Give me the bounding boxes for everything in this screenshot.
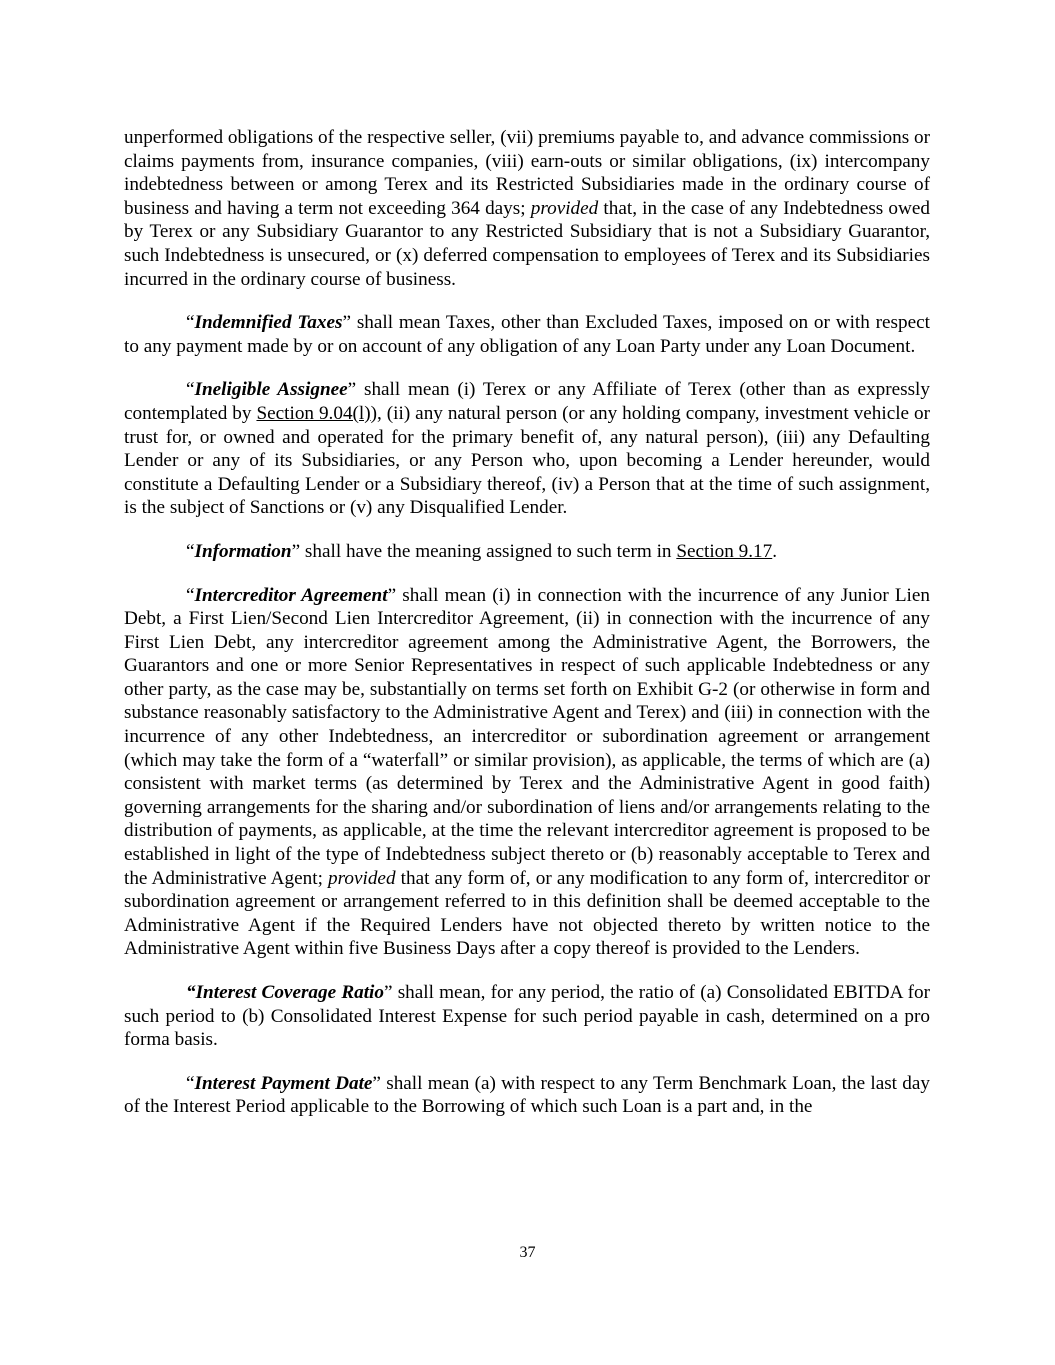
definition-body: shall mean, for any period, the ratio of (a) Consolidated EBITDA for such period to (b) Consolidated Interest Expense for such period payable in cash, determined on a pro forma basis. (124, 982, 930, 1051)
definition-body: shall mean (i) in connection with the incurrence of any Junior Lien Debt, a First Lien/Second Lien Intercreditor Agreement, (ii) in connection with the incurrence of any First Lien Debt, any intercreditor agreement among the Administrative Agent, the Borrowers, the Guarantors and one or more Senior Representatives in respect of such applicable Indebtedness or any other party, as the case may be, substantially on terms set forth on Exhibit G-2 (or otherwise in form and substance reasonably satisfactory to the Administrative Agent and Terex) and (iii) in connection with the incurrence of any other Indebtedness, an intercreditor or subordination agreement or arrangement (which may take the form of a “waterfall” or similar provision), as applicable, the terms of which are (a) consistent with market terms (as determined by Terex and the Administrative Agent in good faith) governing arrangements for the sharing and/or subordination of liens and/or arrangements relating to the distribution of payments, as applicable, at the time the relevant intercreditor agreement is proposed to be established in light of the type of Indebtedness subject thereto or (b) reasonably acceptable to Terex and the Administrative Agent; (124, 584, 930, 889)
provided-term: provided (328, 867, 396, 889)
close-quote: ” (387, 584, 397, 606)
definition-interest-payment-date (124, 1072, 930, 1119)
open-quote: “ (186, 584, 195, 606)
provided-term: provided (530, 197, 599, 219)
open-quote: “ (186, 312, 195, 334)
defined-term: Intercreditor Agreement (194, 584, 388, 606)
open-quote: “ (186, 982, 196, 1003)
definition-ineligible-assignee (124, 378, 930, 520)
definition-body: shall mean Taxes, other than Excluded Taxes, imposed on or with respect to any payment made by or on account of any obligation of any Loan Party under any Loan Document. (124, 312, 930, 357)
open-quote: “ (186, 379, 195, 401)
continuation-paragraph (124, 126, 930, 291)
definition-intercreditor-agreement (124, 584, 930, 962)
close-quote: ” (372, 1072, 381, 1094)
definition-indemnified-taxes (124, 311, 930, 358)
definition-body: shall mean (i) Terex or any Affiliate of Terex (other than as expressly contemplated by (124, 379, 930, 424)
defined-term: Indemnified Taxes (194, 312, 343, 334)
section-reference-link[interactable]: Section 9.04(l) (256, 402, 371, 424)
defined-term: Interest Coverage Ratio (195, 982, 384, 1003)
section-reference-link[interactable]: Section 9.17 (676, 540, 773, 562)
close-quote: ” (291, 540, 301, 562)
defined-term: Interest Payment Date (194, 1072, 373, 1094)
close-quote: ” (383, 982, 393, 1003)
open-quote: “ (186, 1072, 195, 1094)
close-quote: ” (342, 312, 352, 334)
definition-body: . (772, 540, 778, 562)
defined-term: Ineligible Assignee (194, 379, 348, 401)
continuation-text-2: that, in the case of any Indebtedness owed by Terex or any Subsidiary Guarantor to any Restricted Subsidiary that is not a Subsidiary Guarantor, such Indebtedness is unsecured, or (x) deferred compensation to employees of Terex and its Subsidiaries incurred in the ordinary course of business. (124, 197, 930, 290)
definition-body: shall mean (a) with respect to any Term Benchmark Loan, the last day of the Interest Period applicable to the Borrowing of which such Loan is a part and, in the (124, 1072, 930, 1118)
document-page (124, 126, 930, 1139)
close-quote: ” (347, 379, 357, 401)
definition-body: shall have the meaning assigned to such term in (300, 540, 677, 562)
open-quote: “ (186, 540, 195, 562)
defined-term: Information (194, 540, 292, 562)
definition-information (124, 540, 930, 564)
definition-body: ), (ii) any natural person (or any holding company, investment vehicle or trust for, or owned and operated for the primary benefit of, any natural person), (iii) any Defaulting Lender or any of its Subsidiaries, or any Person who, upon becoming a Lender hereunder, would constitute a Defaulting Lender or a Subsidiary thereof, (iv) a Person that at the time of such assignment, is the subject of Sanctions or (v) any Disqualified Lender. (124, 402, 931, 519)
continuation-text-1: unperformed obligations of the respective seller, (vii) premiums payable to, and advance commissions or claims payments from, insurance companies, (viii) earn-outs or similar obligations, (ix) intercompany indebtedness between or among Terex and its Restricted Subsidiaries made in the ordinary course of business and having a term not exceeding 364 days; (124, 127, 930, 219)
definition-interest-coverage-ratio (124, 981, 930, 1052)
page-number: 37 (519, 1244, 536, 1261)
definition-body: that any form of, or any modification to any form of, intercreditor or subordination agreement or arrangement referred to in this definition shall be deemed acceptable to the Administrative Agent if the Required Lenders have not objected thereto by written notice to the Administrative Agent within five Business Days after a copy thereof is provided to the Lenders. (124, 867, 930, 960)
